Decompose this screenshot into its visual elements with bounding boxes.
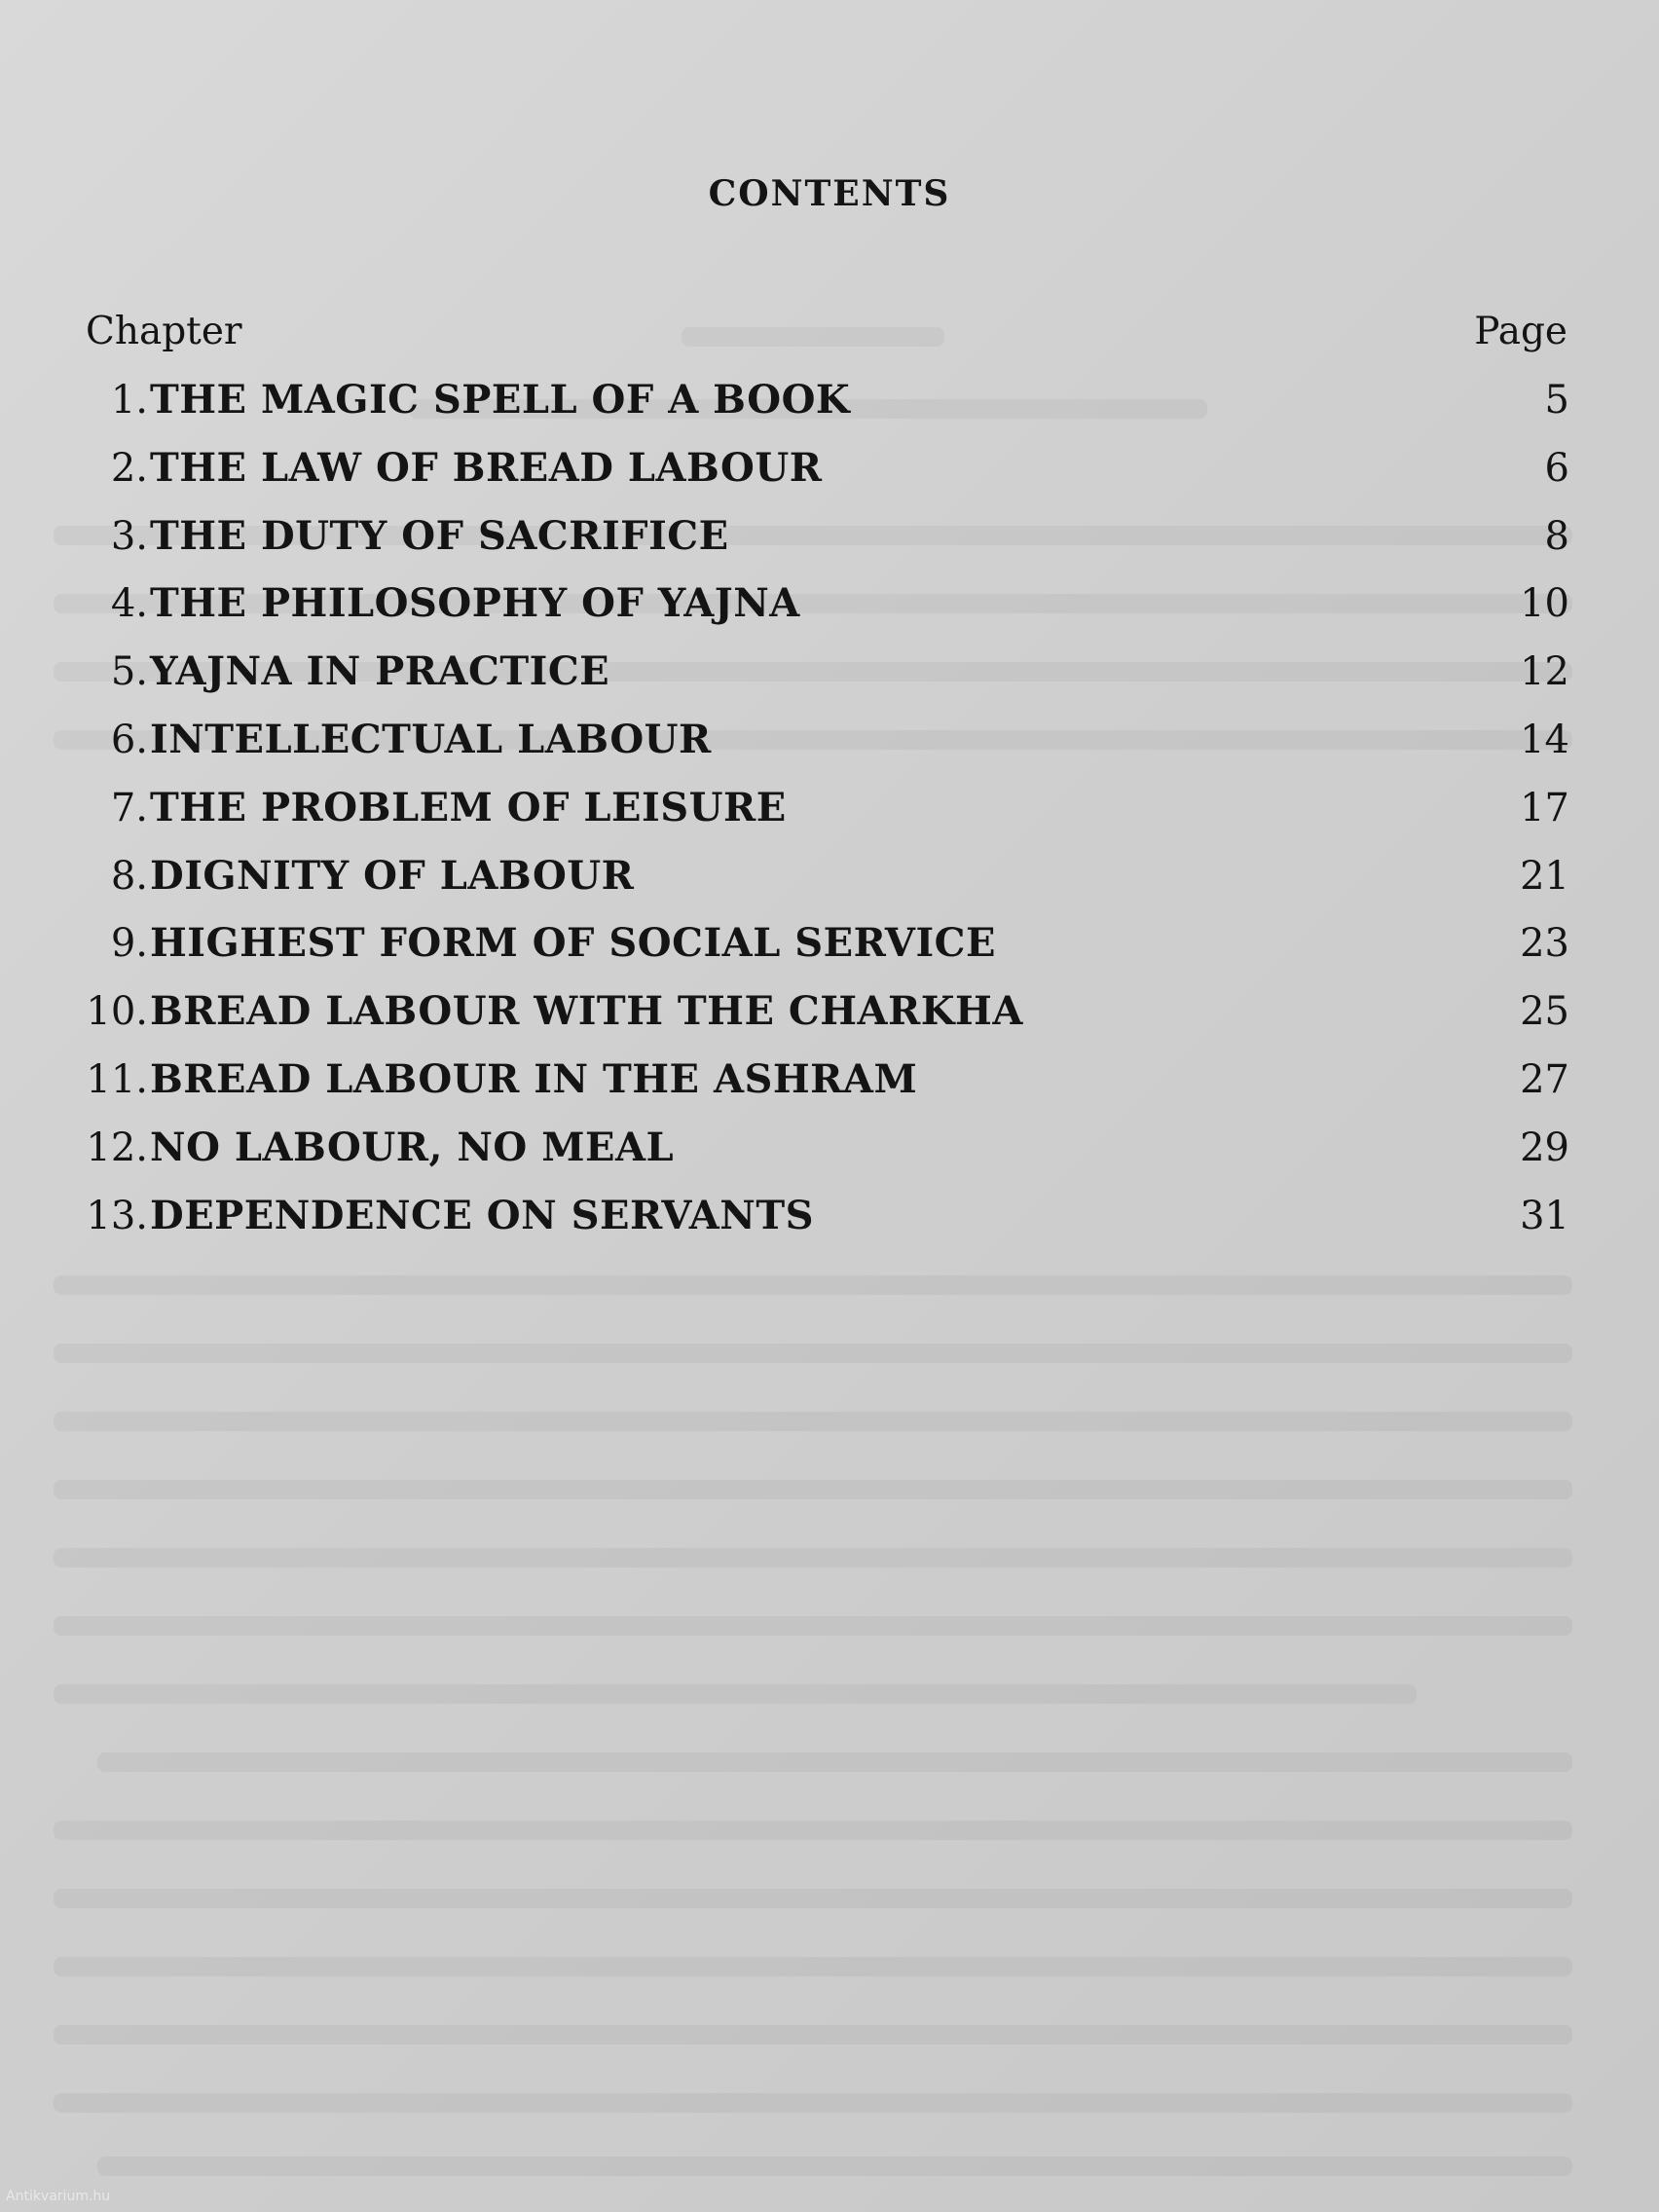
chapter-number: 2. bbox=[110, 445, 148, 491]
show-through-line bbox=[54, 1684, 1417, 1704]
show-through-line bbox=[682, 327, 944, 347]
toc-entry bbox=[86, 1114, 1569, 1182]
page-number: 10 bbox=[1520, 581, 1569, 627]
page-number: 27 bbox=[1520, 1056, 1569, 1102]
page-number: 14 bbox=[1520, 717, 1569, 762]
chapter-number: 7. bbox=[110, 785, 148, 830]
chapter-title: DIGNITY OF LABOUR bbox=[150, 852, 635, 899]
page-number: 21 bbox=[1520, 853, 1569, 899]
page-number: 31 bbox=[1520, 1193, 1569, 1238]
chapter-number: 4. bbox=[110, 581, 148, 627]
chapter-title: YAJNA IN PRACTICE bbox=[150, 648, 610, 695]
page-title: CONTENTS bbox=[708, 173, 951, 214]
show-through-line bbox=[54, 1548, 1572, 1567]
chapter-title: INTELLECTUAL LABOUR bbox=[150, 716, 712, 762]
page-column-header: Page bbox=[1474, 310, 1567, 353]
show-through-line bbox=[97, 2157, 1572, 2176]
show-through-line bbox=[54, 1821, 1572, 1840]
toc-entry bbox=[86, 366, 1569, 434]
chapter-title: DEPENDENCE ON SERVANTS bbox=[150, 1192, 814, 1238]
chapter-title: NO LABOUR, NO MEAL bbox=[150, 1124, 675, 1170]
toc-entry bbox=[86, 774, 1569, 842]
page-number: 29 bbox=[1520, 1124, 1569, 1170]
toc-entry bbox=[86, 977, 1569, 1046]
chapter-number: 13. bbox=[86, 1193, 148, 1238]
chapter-title: HIGHEST FORM OF SOCIAL SERVICE bbox=[150, 920, 997, 967]
toc-entry bbox=[86, 434, 1569, 502]
toc-list bbox=[86, 366, 1569, 1249]
show-through-line bbox=[54, 1480, 1572, 1499]
toc-entry bbox=[86, 638, 1569, 706]
chapter-title: THE PROBLEM OF LEISURE bbox=[150, 784, 787, 830]
page-number: 25 bbox=[1520, 989, 1569, 1035]
chapter-title: BREAD LABOUR WITH THE CHARKHA bbox=[150, 988, 1023, 1035]
chapter-number: 3. bbox=[110, 513, 148, 559]
chapter-column-header: Chapter bbox=[86, 310, 242, 353]
page-number: 23 bbox=[1520, 921, 1569, 967]
show-through-line bbox=[54, 1275, 1572, 1295]
chapter-number: 10. bbox=[86, 989, 148, 1035]
toc-entry bbox=[86, 706, 1569, 774]
page-number: 6 bbox=[1544, 445, 1569, 491]
chapter-number: 11. bbox=[86, 1056, 148, 1102]
page-number: 8 bbox=[1544, 513, 1569, 559]
chapter-title: THE DUTY OF SACRIFICE bbox=[150, 512, 729, 559]
show-through-line bbox=[54, 1344, 1572, 1363]
show-through-line bbox=[54, 1412, 1572, 1431]
chapter-number: 5. bbox=[110, 649, 148, 695]
toc-entry bbox=[86, 909, 1569, 977]
show-through-line bbox=[97, 1752, 1572, 1772]
chapter-title: THE LAW OF BREAD LABOUR bbox=[150, 444, 823, 491]
chapter-number: 12. bbox=[86, 1124, 148, 1170]
chapter-number: 9. bbox=[110, 921, 148, 967]
page-number: 12 bbox=[1520, 649, 1569, 695]
toc-entry bbox=[86, 1182, 1569, 1250]
page-number: 5 bbox=[1544, 378, 1569, 423]
page-number: 17 bbox=[1520, 785, 1569, 830]
chapter-title: BREAD LABOUR IN THE ASHRAM bbox=[150, 1055, 918, 1102]
toc-entry bbox=[86, 502, 1569, 571]
chapter-number: 8. bbox=[110, 853, 148, 899]
show-through-line bbox=[54, 2025, 1572, 2045]
chapter-number: 6. bbox=[110, 717, 148, 762]
toc-entry bbox=[86, 570, 1569, 638]
chapter-title: THE PHILOSOPHY OF YAJNA bbox=[150, 580, 800, 627]
watermark: Antikvarium.hu bbox=[6, 2189, 111, 2204]
show-through-line bbox=[54, 1616, 1572, 1636]
chapter-title: THE MAGIC SPELL OF A BOOK bbox=[150, 377, 851, 423]
toc-entry bbox=[86, 842, 1569, 910]
show-through-line bbox=[54, 1957, 1572, 1976]
chapter-number: 1. bbox=[110, 378, 148, 423]
toc-entry bbox=[86, 1046, 1569, 1114]
show-through-line bbox=[54, 1889, 1572, 1908]
show-through-line bbox=[54, 2093, 1572, 2113]
